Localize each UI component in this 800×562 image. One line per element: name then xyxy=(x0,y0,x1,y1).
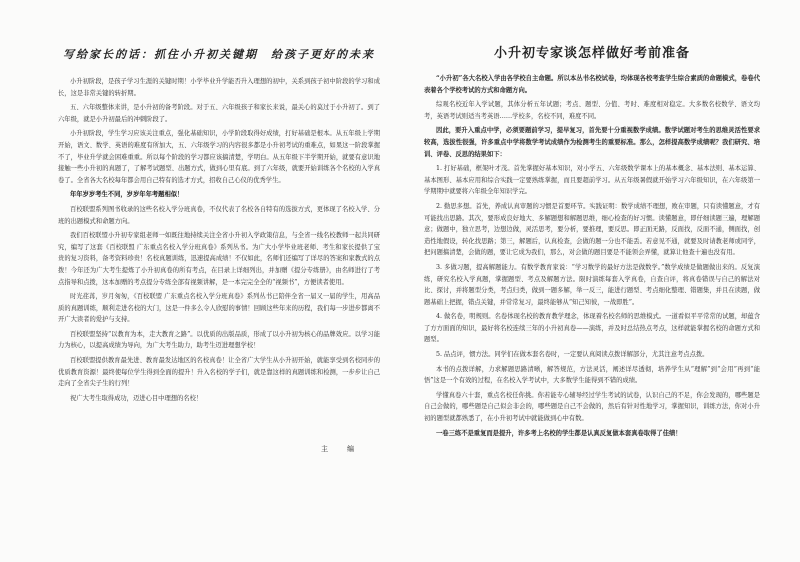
right-paragraph: 3. 多做习题，提高解题能力。有数学教育家说：“学习数学的最好方法是做数学。”数学成绩是做题做出来的。反复演练，研究名校入学真题，掌握题型、考点及解题方法。限时演练每套入学真卷，自查自评，将真卷错误与自己的解法对比、探讨，并将题型分类，考点归类，做到一题多解，举一反三，能进行题型、考点细化整理、错题集，并且在读题，做题基础上把握，错点关键，并常常复习，最终能够从“知己知彼，一战即胜”。 xyxy=(424,263,760,306)
right-paragraph: 2. 勤思多想。首先，养成认真审题的习惯是首要环节。实践证明：数学成绩不理想，败在审题，只有读懂题意，才有可能找出思路。其次，要形成良好地大、多解题想和解题思维，细心检查的好习惯。读懂题意，即仔细读题三遍，理解题意；做题中，独立思考，边想边做，灵活思考，要分析，要推理，要反思。即正面无路，反面找，反面不通，侧面找，创造性地假设，转化找思路；第三，解题后，认真检查，会做的题一分也不能丢。若意见不通，就要及时请教老师或同学，把问题搞清楚，会做的题，要让它成为我们，那么，对会做的题目要是不能领会弄懂，就算让他查十遍也没有用。 xyxy=(424,202,760,257)
right-paragraph: 1. 打好基础，框架叶才茂。首先掌握好基本知识，对小学五、六年级数学课本上的基本概念、基本法则、基本运算、基本图形、基本应用和综合实践一定要熟练掌握，而且要超前学习。从五年级暑假就开始学习六年级知识，在六年级第一学期期中就要将六年级全年知识学完。 xyxy=(424,165,760,196)
left-paragraph: 祝广大考生取得成功，迈进心目中理想的名校！ xyxy=(70,394,203,402)
right-paragraph: 因此，要升入重点中学，必须要题前学习，提早复习，首先要十分重视数学成绩。数学试题对考生的思维灵活性要求较高，选拔性很强，许多重点中学将数学考试成绩作为检测考生的重要标准。那么，怎样提高数学成绩呢？我们研究、培训、评卷、反思的结果如下： xyxy=(424,127,760,158)
left-page-title: 写给家长的话：抓住小升初关键期 给孩子更好的未来 xyxy=(63,48,375,61)
left-signature: 主 编 xyxy=(321,445,360,454)
right-paragraph: 本书的点拨详解，力求解题思路清晰，解答规范，方法灵活，阐述详尽透彻，培养学生从“理解”到“会用”再到“能悟”这是一个有效的过程，在名校入学考试中，大多数学生能得到不错的成绩。 xyxy=(424,365,760,385)
left-paragraph: 五、六年级整体来讲，是小升初的备考阶段。对于五、六年级孩子和家长来说，最关心的莫过于小升初了。到了六年级，就是小升初最后的冲刺阶段了。 xyxy=(58,104,380,123)
right-paragraph: 4. 做名卷，明规则。名卷体现名校的教育教学理念，体现着名校名师的思维模式。一道看似平平常常的试题，却蕴含了方方面面的知识，最好将名校连续三年的小升初真卷——演练，并及时总结热点考点，这样就能掌握名校的命题方式和题型。 xyxy=(424,313,760,344)
right-paragraph: 一卷三练不是重复而是提升，许多考上名校的学生都是认真反复做本套真卷取得了佳绩！ xyxy=(436,429,682,437)
right-paragraph: 学懂真卷六十套，重点名校任你挑。你若能专心辅导经过学生考试的试卷，认识自己的不足，你会发现的，哪些题是自己会做的，哪些题是自己似会非会的，哪些题是自己不会做的，然后有针对性地学习，掌握知识，训练方法，你对小升初的题型就都熟悉了，在小升初考试中就能做到心中有数。 xyxy=(424,391,760,423)
left-paragraph: 小升初阶段，是孩子学习生涯的关键时期！小学毕业升学能否升入理想的初中，关系到孩子初中阶段的学习和成长，这是非常关键的转折期。 xyxy=(58,78,380,97)
left-paragraph: 小升初阶段，学生学习应该关注重点，强化基础知识，小学阶段取得好成绩，打好基础是根本。从五年级上学期开始，语文、数学、英语的难度有所加大，五、六年级学习的内容很多都是小升初考试的重难点，如果这一阶段掌握不了，毕业升学就会困难重重。所以每个阶段的学习都应该搞清楚，学明白。从五年级下半学期开始，就要有意识地接触一些小升初的真题了，了解考试题型、出题方式，做到心里有底。到了六年级，就要开始训练各个名校的入学真卷了。全省各大名校每年都会用自己特有的选才方式，招收自己心仪的优秀学生。 xyxy=(58,130,380,184)
right-paragraph: 综观名校近年入学试题，其体分析五年试题；考点、题型、分值、考时、难度相对稳定。大多数名校数学、语文均考，英语考试则适当考英语……学校多，名校不同，难度不同。 xyxy=(424,101,760,120)
left-heading: 年年岁岁考生不同，岁岁年年考题相似！ xyxy=(70,191,184,199)
left-paragraph: 百校联盟提供教育最先进、教育最发达地区的名校真卷！让全省广大学生从小升初开始，就能享受到名校同步的优质教育资源！最终使每位学生得到全面的提升！升入名校的学子们，就是靠这样的真题训练和检测，一步步让自己走向了全省尖子生的行列！ xyxy=(58,357,380,388)
left-paragraph: 时光荏苒，岁月匆匆，《百校联盟 广东重点名校入学分班真卷》系列丛书已陪伴全省一届又一届的学生，用高品质的真题训练，顺利走进名校的大门，这是一件多么令人欣慰的事情！回顾这些年来的历程，我们每一步进步都离不开广大读者的爱护与支持。 xyxy=(58,293,380,324)
left-paragraph: 百校联盟系列图书收录的这些名校入学分班真卷，不仅代表了名校各自特有的选拔方式，更体现了名校入学、分班的出题模式和命题方向。 xyxy=(58,205,380,225)
left-paragraph: 百校联盟坚持“以教育为本，走大教育之路”。以优质的出版品质，形成了以小升初为核心的品牌效应。以学习能力为核心，以提高成绩为导向，为广大考生助力，助考生迈进理想学校！ xyxy=(58,330,380,350)
right-paragraph: “小升初”各大名校入学由各学校自主命题。所以本丛书名校试卷，均体现各校考查学生综合素质的命题模式，卷卷代表着各个学校考试的方式和命题方向。 xyxy=(424,75,760,94)
right-page-title: 小升初专家谈怎样做好考前准备 xyxy=(493,46,690,61)
left-page xyxy=(0,42,400,562)
left-paragraph: 我们百校联盟小升初专家组老师一如既往地持续关注全省小升初入学政策信息，与全省一线名校教师一起共同研究，编写了这套《百校联盟 广东重点名校入学分班真卷》系列丛书。为广大小学毕业班老师、考生和家长提供了宝贵的复习资料，备考资料珍贵！名校真题训练，迅速提高成绩！不仅如此，名师们还编写了详尽的答案和家教式的点拨！今年还为广大考生提炼了小升初真卷的所有考点，在目录上详细列出，并加赠《提分专练册》，由名师进行了考点指导和点拨，这本加赠的考点提分专练全部有视频讲解，是一本完完全全的“视频书”，方便读者使用。 xyxy=(58,232,380,286)
right-page xyxy=(400,42,800,562)
right-paragraph: 5. 品点评，惯方法。同学们在做本套名卷时，一定要认真阅读点拨详解部分，尤其注意考点点拨。 xyxy=(436,351,709,359)
